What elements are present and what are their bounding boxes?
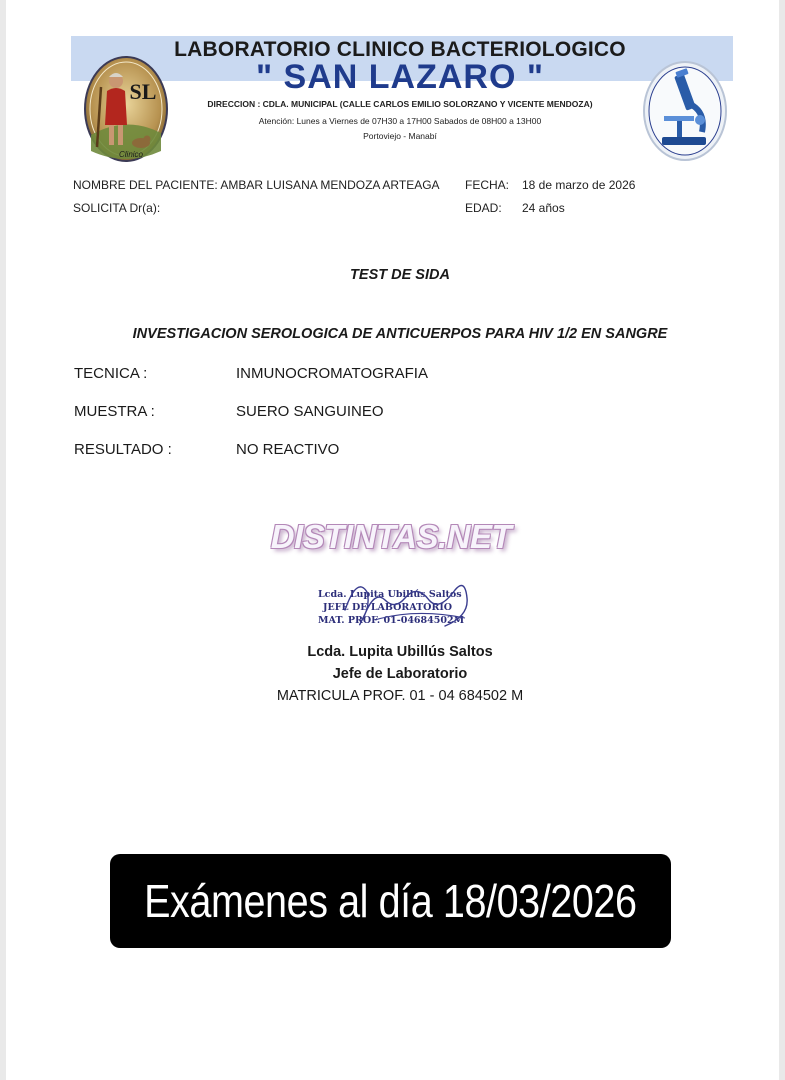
requester-label: SOLICITA (73, 201, 127, 215)
lab-hours: Atención: Lunes a Viernes de 07H30 a 17H00 Sabados de 08H00 a 13H00 (258, 116, 542, 126)
saint-lazarus-emblem-icon (83, 55, 169, 163)
date-value: 18 de marzo de 2026 (522, 178, 636, 192)
emblem-letters: SL (129, 79, 157, 104)
signatory-role: Jefe de Laboratorio (332, 666, 468, 682)
stamp-line-2: JEFE DE LABORATORIO (323, 602, 453, 613)
patient-name-value: AMBAR LUISANA MENDOZA ARTEAGA (220, 178, 440, 192)
sample-label: MUESTRA : (74, 403, 155, 420)
lab-name: LABORATORIO CLINICO BACTERIOLOGICO (174, 38, 626, 61)
patient-name-label: NOMBRE DEL PACIENTE: (73, 178, 218, 192)
emblem-caption: Clinico (118, 150, 144, 159)
age-value: 24 años (522, 201, 565, 215)
stamp-line-3: MAT. PROF. 01-04684502M (318, 615, 465, 626)
caption-text: Exámenes al día 18/03/2026 (144, 875, 637, 927)
requester-value: Dr(a): (129, 201, 161, 215)
watermark: DISTINTAS.NET (270, 518, 512, 555)
date-label: FECHA: (465, 178, 510, 192)
technique-value: INMUNOCROMATOGRAFIA (236, 365, 428, 382)
age-label: EDAD: (465, 201, 502, 215)
signatory-matricula: MATRICULA PROF. 01 - 04 684502 M (276, 688, 524, 704)
microscope-icon (642, 60, 728, 162)
requester-row (73, 201, 160, 215)
handwritten-signature (305, 570, 485, 640)
technique-label: TECNICA : (74, 365, 148, 382)
signatory-name: Lcda. Lupita Ubillús Saltos (307, 644, 493, 660)
lab-address: DIRECCION : CDLA. MUNICIPAL (CALLE CARLOS EMILIO SOLORZANO Y VICENTE MENDOZA) (207, 99, 593, 109)
caption-banner (110, 854, 671, 948)
lab-city: Portoviejo - Manabí (363, 131, 437, 141)
result-label: RESULTADO : (74, 441, 172, 458)
sample-value: SUERO SANGUINEO (236, 403, 384, 420)
patient-name-row (73, 178, 440, 192)
stamp-line-1: Lcda. Lupita Ubillús Saltos (318, 589, 462, 600)
test-title: TEST DE SIDA (350, 267, 450, 283)
result-value: NO REACTIVO (236, 441, 340, 458)
lab-subname: " SAN LAZARO " (255, 58, 544, 96)
investigation-title: INVESTIGACION SEROLOGICA DE ANTICUERPOS PARA HIV 1/2 EN SANGRE (132, 326, 668, 342)
